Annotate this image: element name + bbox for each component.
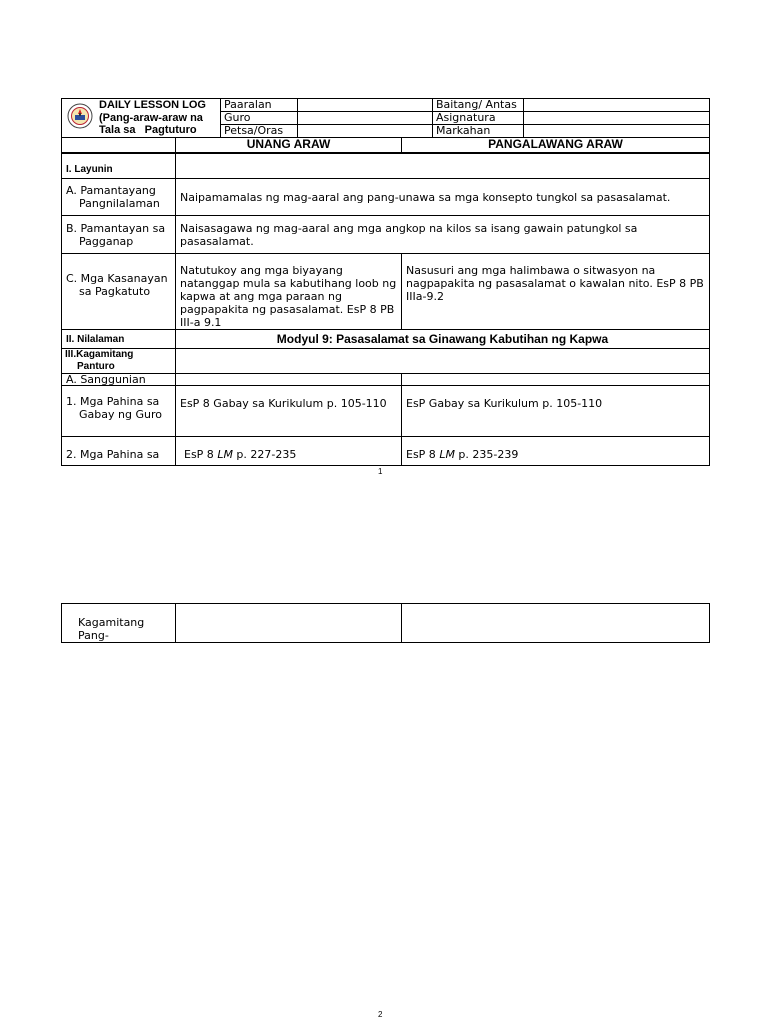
day2-header: PANGALAWANG ARAW <box>402 138 710 153</box>
kagamitan-label: III.Kagamitang Panturo <box>62 349 176 374</box>
lesson-log-table <box>61 137 710 466</box>
kasanayan-day1: Natutukoy ang mga biyayang natanggap mula sa kabutihang loob ng kapwa at ang mga paraan ng pagpapakita ng pasasalamat. EsP 8 PB III-a 9.1 <box>176 254 402 330</box>
petsa-label: Petsa/Oras <box>221 125 298 138</box>
day1-header: UNANG ARAW <box>176 138 402 153</box>
gabay-label: 1. Mga Pahina sa Gabay ng Guro <box>62 386 176 437</box>
nilalaman-text: Modyul 9: Pasasalamat sa Ginawang Kabutihan ng Kapwa <box>176 330 710 349</box>
lm-day1-post: p. 227-235 <box>232 448 297 461</box>
lm-label: 2. Mga Pahina sa <box>62 437 176 466</box>
pagganap-text: Naisasagawa ng mag-aaral ang mga angkop na kilos sa isang gawain patungkol sa pasasalamat. <box>176 216 710 254</box>
guro-label: Guro <box>221 112 298 125</box>
gabay-day2: EsP Gabay sa Kurikulum p. 105-110 <box>402 386 710 437</box>
baitang-label: Baitang/ Antas <box>433 99 524 112</box>
sanggunian-label: A. Sanggunian <box>62 374 176 386</box>
guro-value[interactable] <box>298 112 433 125</box>
pamantayang-text: Naipamamalas ng mag-aaral ang pang-unawa sa mga konsepto tungkol sa pasasalamat. <box>176 179 710 216</box>
lm-day1-em: LM <box>217 448 233 461</box>
page2-table <box>61 603 710 643</box>
nilalaman-label: II. Nilalaman <box>62 330 176 349</box>
asignatura-value[interactable] <box>524 112 710 125</box>
lesson-log-header <box>61 98 710 138</box>
title-line3: Tala sa Pagtuturo <box>99 124 197 136</box>
lm-day2-em: LM <box>439 448 455 461</box>
petsa-value[interactable] <box>298 125 433 138</box>
lm-day2-pre: EsP 8 <box>406 448 440 461</box>
markahan-value[interactable] <box>524 125 710 138</box>
asignatura-label: Asignatura <box>433 112 524 125</box>
title-line1: DAILY LESSON LOG <box>99 99 206 111</box>
lm-day2 <box>402 437 710 466</box>
pagganap-label: B. Pamantayan sa Pagganap <box>62 216 176 254</box>
kagamitang-pang-label: Kagamitang Pang- <box>62 604 176 643</box>
lm-day1-pre: EsP 8 <box>184 448 218 461</box>
lm-day1 <box>176 437 402 466</box>
layunin-label: I. Layunin <box>62 153 176 179</box>
gabay-day1: EsP 8 Gabay sa Kurikulum p. 105-110 <box>176 386 402 437</box>
kasanayan-day2: Nasusuri ang mga halimbawa o sitwasyon na nagpapakita ng pasasalamat o kawalan nito. EsP 8 PB IIIa-9.2 <box>402 254 710 330</box>
page-number-2: 2 <box>378 1010 383 1019</box>
markahan-label: Markahan <box>433 125 524 138</box>
title-block <box>62 99 221 138</box>
school-seal-icon <box>67 103 93 129</box>
page-number-1: 1 <box>378 467 383 476</box>
paaralan-value[interactable] <box>298 99 433 112</box>
kasanayan-label: C. Mga Kasanayan sa Pagkatuto <box>62 254 176 330</box>
lm-day2-post: p. 235-239 <box>454 448 519 461</box>
pamantayang-label: A. Pamantayang Pangnilalaman <box>62 179 176 216</box>
title-line2: (Pang-araw-araw na <box>99 111 203 124</box>
baitang-value[interactable] <box>524 99 710 112</box>
paaralan-label: Paaralan <box>221 99 298 112</box>
